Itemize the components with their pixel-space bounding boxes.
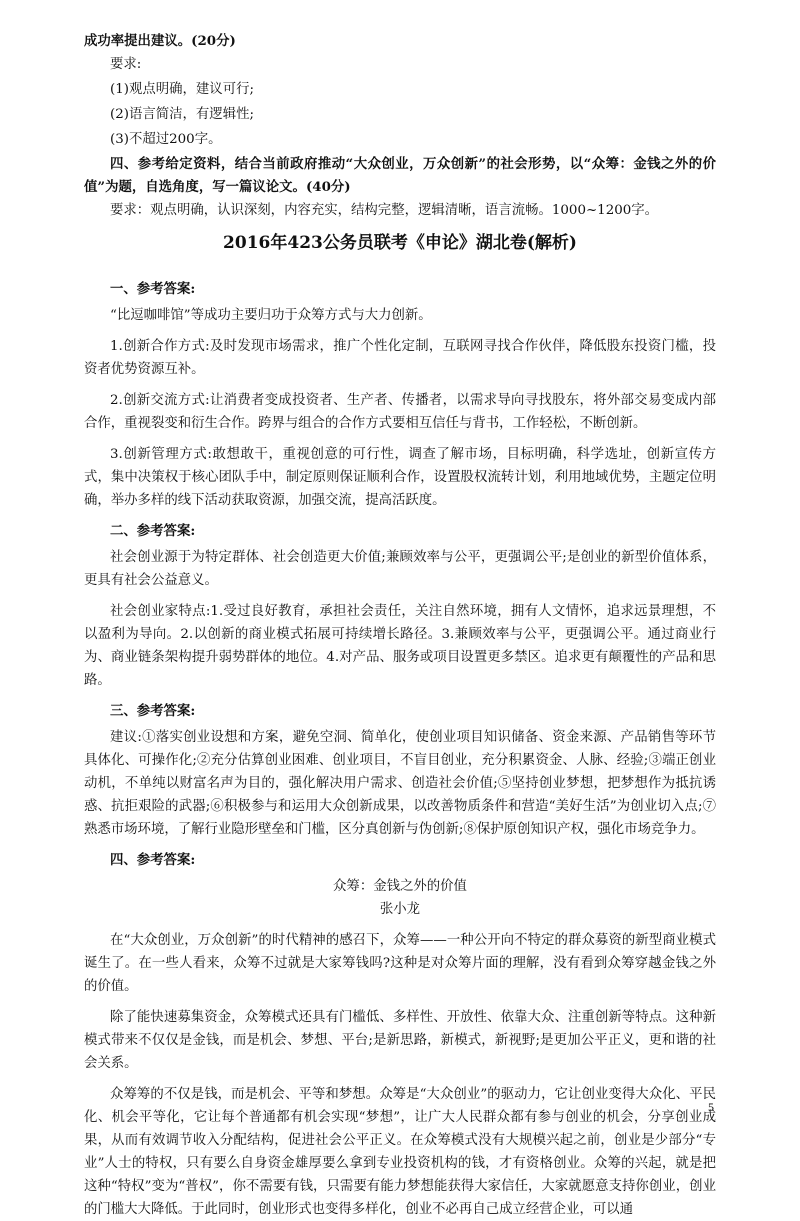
page-number: 5 — [708, 1100, 714, 1114]
page-title: 2016年423公务员联考《申论》湖北卷(解析) — [223, 233, 577, 253]
section-1-point-3: 3.创新管理方式:敢想敢干，重视创意的可行性，调查了解市场，目标明确，科学选址，创新宣传方式，集中决策权于核心团队手中，制定原则保证顺利合作，设置股权流转计划，利用地域优势，主题定位明确，举办多样的线下活动获取资源，加强交流，提高活跃度。 — [84, 447, 716, 508]
essay-paragraph-1: 在“大众创业，万众创新”的时代精神的感召下，众筹——一种公开向不特定的群众募资的新型商业模式诞生了。在一些人看来，众筹不过就是大家筹钱吗?这种是对众筹片面的理解，没有看到众筹穿越金钱之外的价值。 — [84, 933, 716, 994]
section-3-heading: 三、参考答案: — [110, 703, 196, 719]
requirement-1: (1)观点明确，建议可行; — [110, 82, 254, 97]
question-4: 四、参考给定资料，结合当前政府推动“大众创业，万众创新”的社会形势，以“众筹：金钱之外的价值”为题，自选角度，写一篇议论文。(40分) — [84, 156, 716, 195]
section-1-heading: 一、参考答案: — [110, 281, 196, 297]
document-page — [84, 30, 716, 1221]
section-2-paragraph-2: 社会创业家特点:1.受过良好教育，承担社会责任，关注自然环境，拥有人文情怀，追求远景理想，不以盈利为导向。2.以创新的商业模式拓展可持续增长路径。3.兼顾效率与公平，更强调公平。通过商业行为、商业链条架构提升弱势群体的地位。4.对产品、服务或项目设置更多禁区。追求更有颠覆性的产品和思路。 — [84, 604, 716, 688]
section-3-paragraph-1: 建议:①落实创业设想和方案，避免空洞、简单化，使创业项目知识储备、资金来源、产品销售等环节具体化、可操作化;②充分估算创业困难、创业项目，不盲目创业，充分积累资金、人脉、经验;③端正创业动机，不单纯以财富名声为目的，强化解决用户需求、创造社会价值;⑤坚持创业梦想，把梦想作为抵抗诱惑、抗拒艰险的武器;⑥积极参与和运用大众创新成果，以改善物质条件和营造“美好生活”为创业切入点;⑦熟悉市场环境，了解行业隐形壁垒和门槛，区分真创新与伪创新;⑧保护原创知识产权，强化市场竞争力。 — [84, 730, 716, 837]
essay-paragraph-2: 除了能快速募集资金，众筹模式还具有门槛低、多样性、开放性、依靠大众、注重创新等特点。这种新模式带来不仅仅是金钱，而是机会、梦想、平台;是新思路，新模式，新视野;是更加公平正义，更和谐的社会关系。 — [84, 1010, 716, 1071]
essay-title: 众筹：金钱之外的价值 — [333, 879, 467, 894]
section-1-intro: “比逗咖啡馆”等成功主要归功于众筹方式与大力创新。 — [110, 308, 432, 323]
requirement-3: (3)不超过200字。 — [110, 132, 222, 147]
section-1-point-1: 1.创新合作方式:及时发现市场需求，推广个性化定制，互联网寻找合作伙伴，降低股东投资门槛，投资者优势资源互补。 — [84, 339, 716, 377]
essay-author: 张小龙 — [379, 902, 421, 917]
question-4-requirements: 要求：观点明确，认识深刻，内容充实，结构完整，逻辑清晰，语言流畅。1000~1200字。 — [110, 203, 659, 218]
section-2-heading: 二、参考答案: — [110, 523, 196, 539]
section-2-paragraph-1: 社会创业源于为特定群体、社会创造更大价值;兼顾效率与公平，更强调公平;是创业的新型价值体系，更具有社会公益意义。 — [84, 550, 716, 588]
question-tail: 成功率提出建议。(20分) — [84, 33, 236, 49]
essay-paragraph-3: 众筹筹的不仅是钱，而是机会、平等和梦想。众筹是“大众创业”的驱动力，它让创业变得大众化、平民化、机会平等化，它让每个普通都有机会实现“梦想”，让广大人民群众都有参与创业的机会，分享创业成果，从而有效调节收入分配结构，促进社会公平正义。在众筹模式没有大规模兴起之前，创业是少部分“专业”人士的特权，只有要么自身资金雄厚要么拿到专业投资机构的钱，才有资格创业。众筹的兴起，就是把这种“特权”变为“普权”，你不需要有钱，只需要有能力梦想能获得大家信任，大家就愿意支持你创业，创业的门槛大大降低。于此同时，创业形式也变得多样化，创业不必再自己成立经营企业，可以通 — [84, 1087, 716, 1217]
requirements-label: 要求: — [110, 57, 142, 72]
requirement-2: (2)语言简洁，有逻辑性; — [110, 107, 254, 122]
section-1-point-2: 2.创新交流方式:让消费者变成投资者、生产者、传播者，以需求导向寻找股东，将外部交易变成内部合作，重视裂变和衍生合作。跨界与组合的合作方式要相互信任与背书，工作轻松，不断创新。 — [84, 393, 716, 431]
section-4-heading: 四、参考答案: — [110, 852, 196, 868]
